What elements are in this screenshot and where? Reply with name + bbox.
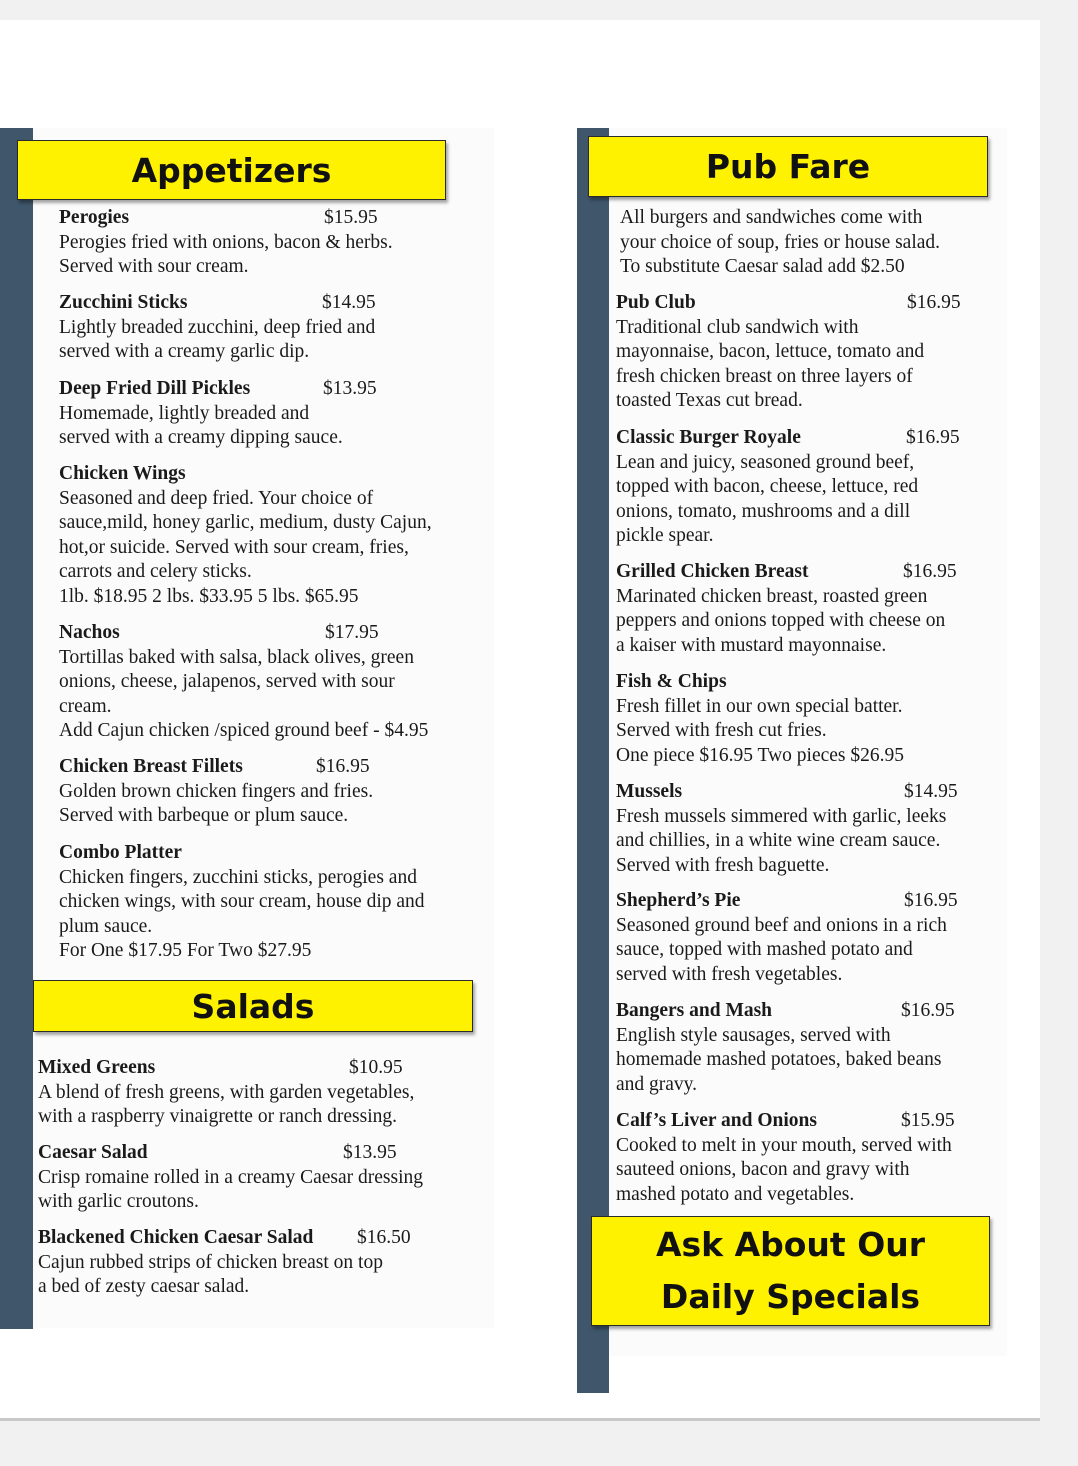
menu-item [616,670,996,768]
item-name: Mixed Greens [38,1057,156,1078]
item-price: $14.95 [322,292,376,313]
item-name: Blackened Chicken Caesar Salad [38,1227,314,1248]
page-bottom-edge [0,1418,1040,1421]
item-description: Traditional club sandwich with mayonnaise, bacon, lettuce, tomato and fresh chicken breast on three layers of toasted Texas cut bread. [616,316,925,412]
menu-item [59,755,479,829]
item-description: Seasoned and deep fried. Your choice of sauce,mild, honey garlic, medium, dusty Cajun, hot,or suicide. Served with sour cream, fries, carrots and celery sticks. 1lb. $18.95 2 lbs. $33.95 5 lbs. $65.95 [59,487,432,607]
menu-item [59,291,479,365]
menu-item [38,1056,478,1130]
item-price: $16.50 [357,1227,411,1248]
menu-item [616,889,996,987]
item-price: $17.95 [325,622,379,643]
item-description: Fresh fillet in our own special batter. Served with fresh cut fries. One piece $16.95 Two pieces $26.95 [616,695,904,766]
menu-item [616,291,996,414]
specials-line-2: Daily Specials [660,1277,921,1316]
item-price: $16.95 [906,427,960,448]
item-name: Perogies [59,207,130,228]
menu-item [616,560,996,658]
item-description: English style sausages, served with homemade mashed potatoes, baked beans and gravy. [616,1024,942,1095]
right-accent-bar [577,128,609,1393]
pub-fare-heading: Pub Fare [588,136,988,197]
item-price: $16.95 [316,756,370,777]
item-description: Lean and juicy, seasoned ground beef, topped with bacon, cheese, lettuce, red onions, tomato, mushrooms and a dill pickle spear. [616,451,919,547]
menu-item [616,426,996,549]
item-price: $10.95 [349,1057,403,1078]
menu-item [59,206,459,280]
salads-heading: Salads [33,980,473,1032]
menu-item [59,462,479,610]
item-description: Crisp romaine rolled in a creamy Caesar dressing with garlic croutons. [38,1166,424,1213]
item-description: Golden brown chicken fingers and fries. Served with barbeque or plum sauce. [59,780,374,827]
item-price: $14.95 [904,781,958,802]
daily-specials-banner [591,1216,990,1326]
item-price: $16.95 [904,890,958,911]
item-name: Shepherd’s Pie [616,890,741,911]
item-description: A blend of fresh greens, with garden vegetables, with a raspberry vinaigrette or ranch dressing. [38,1081,415,1128]
item-description: Lightly breaded zucchini, deep fried and served with a creamy garlic dip. [59,316,376,363]
menu-item [38,1141,478,1215]
item-price: $13.95 [343,1142,397,1163]
item-price: $15.95 [324,207,378,228]
item-name: Nachos [59,622,120,643]
menu-item [616,780,996,878]
pub-fare-intro: All burgers and sandwiches come with your choice of soup, fries or house salad. To substitute Caesar salad add $2.50 [620,207,941,278]
item-description: Seasoned ground beef and onions in a rich sauce, topped with mashed potato and served with fresh vegetables. [616,914,947,985]
menu-item [59,377,479,451]
item-name: Caesar Salad [38,1142,148,1163]
item-price: $16.95 [903,561,957,582]
item-name: Grilled Chicken Breast [616,561,809,582]
menu-item [59,841,479,964]
item-description: Tortillas baked with salsa, black olives, green onions, cheese, jalapenos, served with sour cream. Add Cajun chicken /spiced ground beef - $4.95 [59,646,429,742]
item-name: Combo Platter [59,842,182,863]
item-name: Classic Burger Royale [616,427,801,448]
menu-item [616,999,996,1097]
item-description: Perogies fried with onions, bacon & herbs. Served with sour cream. [59,231,393,278]
menu-item [616,1109,996,1207]
item-name: Chicken Breast Fillets [59,756,243,777]
menu-item [59,621,479,744]
item-description: Marinated chicken breast, roasted green peppers and onions topped with cheese on a kaiser with mustard mayonnaise. [616,585,946,656]
left-accent-bar [0,128,33,1329]
item-name: Zucchini Sticks [59,292,188,313]
item-name: Mussels [616,781,683,802]
item-description: Chicken fingers, zucchini sticks, perogies and chicken wings, with sour cream, house dip and plum sauce. For One $17.95 For Two $27.95 [59,866,425,962]
specials-line-1: Ask About Our [655,1225,926,1264]
item-name: Calf’s Liver and Onions [616,1110,817,1131]
item-name: Chicken Wings [59,463,186,484]
item-name: Pub Club [616,292,696,313]
item-name: Deep Fried Dill Pickles [59,378,251,399]
item-price: $13.95 [323,378,377,399]
item-description: Cajun rubbed strips of chicken breast on top a bed of zesty caesar salad. [38,1251,383,1298]
item-name: Fish & Chips [616,671,727,692]
item-description: Cooked to melt in your mouth, served with sauteed onions, bacon and gravy with mashed potato and vegetables. [616,1134,952,1205]
appetizers-heading: Appetizers [17,140,446,200]
item-name: Bangers and Mash [616,1000,773,1021]
item-price: $16.95 [901,1000,955,1021]
item-description: Homemade, lightly breaded and served with a creamy dipping sauce. [59,402,343,449]
item-price: $15.95 [901,1110,955,1131]
item-price: $16.95 [907,292,961,313]
menu-item [38,1226,478,1300]
item-description: Fresh mussels simmered with garlic, leeks and chillies, in a white wine cream sauce. Served with fresh baguette. [616,805,947,876]
